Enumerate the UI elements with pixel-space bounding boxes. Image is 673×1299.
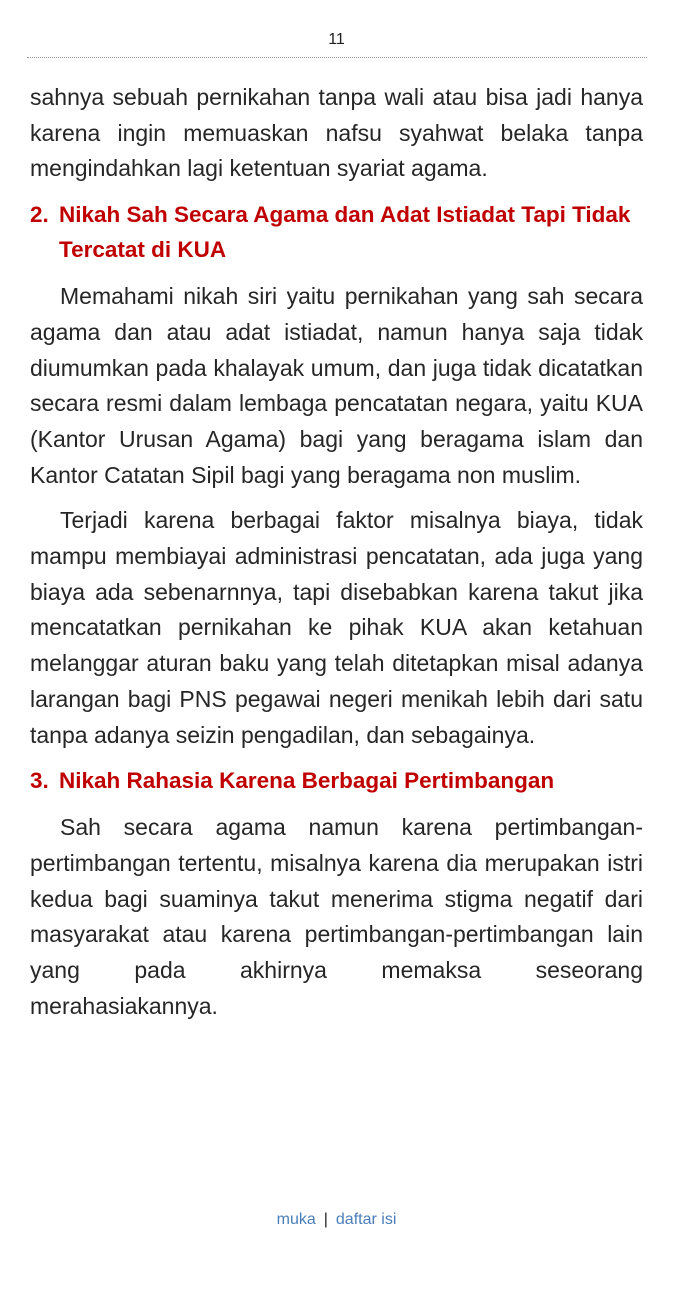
section-heading-2 <box>30 197 643 267</box>
section-number: 2. <box>30 202 49 228</box>
header-divider <box>27 57 647 58</box>
paragraph: Sah secara agama namun karena pertimbangan-pertimbangan tertentu, misalnya karena dia merupakan istri kedua bagi suaminya takut menerima stigma negatif dari masyarakat atau karena pertimbangan-pertimbangan lain yang pada akhirnya memaksa seseorang merahasiakannya. <box>30 814 643 1019</box>
footer-navigation <box>0 1211 673 1229</box>
table-of-contents-link[interactable]: daftar isi <box>335 1211 397 1228</box>
page-number: 11 <box>328 31 345 48</box>
page-content <box>30 80 643 1034</box>
home-link[interactable]: muka <box>276 1211 316 1228</box>
nav-separator: | <box>323 1211 328 1228</box>
paragraph-continuation: sahnya sebuah pernikahan tanpa wali atau bisa jadi hanya karena ingin memuaskan nafsu syahwat belaka tanpa mengindahkan lagi ketentuan syariat agama. <box>30 84 643 182</box>
paragraph: Terjadi karena berbagai faktor misalnya biaya, tidak mampu membiayai administrasi pencatatan, ada juga yang biaya ada sebenarnnya, tapi disebabkan karena takut jika mencatatkan pernikahan ke pihak KUA akan ketahuan melanggar aturan baku yang telah ditetapkan misal adanya larangan bagi PNS pegawai negeri menikah lebih dari satu tanpa adanya seizin pengadilan, dan sebagainya. <box>30 507 643 748</box>
section-title: Nikah Rahasia Karena Berbagai Pertimbangan <box>59 768 555 794</box>
section-title: Nikah Sah Secara Agama dan Adat Istiadat Tapi Tidak Tercatat di KUA <box>59 202 631 263</box>
section-number: 3. <box>30 768 49 794</box>
paragraph: Memahami nikah siri yaitu pernikahan yang sah secara agama dan atau adat istiadat, namun hanya saja tidak diumumkan pada khalayak umum, dan juga tidak dicatatkan secara resmi dalam lembaga pencatatan negara, yaitu KUA (Kantor Urusan Agama) bagi yang beragama islam dan Kantor Catatan Sipil bagi yang beragama non muslim. <box>30 283 643 488</box>
section-heading-3 <box>30 763 643 798</box>
